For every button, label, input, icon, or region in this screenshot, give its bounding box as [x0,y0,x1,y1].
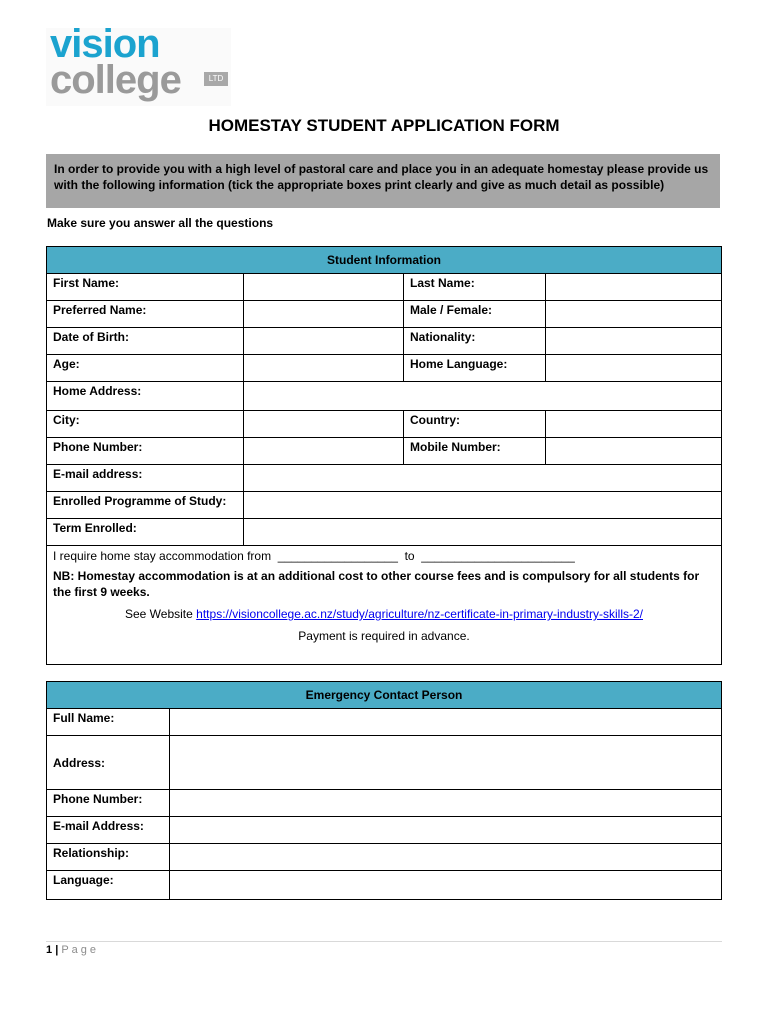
country-field[interactable] [546,411,722,438]
last-name-field[interactable] [546,274,722,301]
emergency-contact-header: Emergency Contact Person [47,682,722,709]
emergency-relationship-field[interactable] [170,844,722,871]
footer-separator: | [55,944,59,956]
date-of-birth-label: Date of Birth: [47,328,244,355]
emergency-language-field[interactable] [170,871,722,900]
last-name-label: Last Name: [404,274,546,301]
emergency-full-name-field[interactable] [170,709,722,736]
mobile-number-label: Mobile Number: [404,438,546,465]
form-title: HOMESTAY STUDENT APPLICATION FORM [208,116,560,135]
accommodation-request-line: I require home stay accommodation from __________________ to _______________________ [53,549,575,563]
preferred-name-label: Preferred Name: [47,301,244,328]
mobile-number-field[interactable] [546,438,722,465]
emergency-contact-table [46,681,722,900]
nationality-field[interactable] [546,328,722,355]
website-link[interactable]: https://visioncollege.ac.nz/study/agriculture/nz-certificate-in-primary-industry-skills-2/ [196,607,643,621]
payment-note: Payment is required in advance. [298,629,470,643]
emergency-relationship-label: Relationship: [47,844,170,871]
emergency-phone-field[interactable] [170,790,722,817]
emergency-address-field[interactable] [170,736,722,790]
email-field[interactable] [244,465,722,492]
emergency-email-field[interactable] [170,817,722,844]
nb-note: NB: Homestay accommodation is at an additional cost to other course fees and is compulsory for all students for the first 9 weeks. [53,569,700,599]
emergency-full-name-label: Full Name: [47,709,170,736]
page-footer [46,944,99,956]
preferred-name-field[interactable] [244,301,404,328]
student-information-header: Student Information [47,247,722,274]
logo-vision-text: vision [50,22,160,66]
gender-field[interactable] [546,301,722,328]
gender-label: Male / Female: [404,301,546,328]
home-language-field[interactable] [546,355,722,382]
emergency-address-label: Address: [47,736,170,790]
website-line: See Website https://visioncollege.ac.nz/study/agriculture/nz-certificate-in-primary-industry-skills-2/ [125,607,643,621]
first-name-field[interactable] [244,274,404,301]
to-date-blank[interactable]: _______________________ [421,549,575,563]
emergency-language-label: Language: [47,871,170,900]
accommodation-notes [47,546,722,665]
city-field[interactable] [244,411,404,438]
intro-box: In order to provide you with a high level of pastoral care and place you in an adequate homestay please provide us with the following information (tick the appropriate boxes print clearly and give as much detail as possible) [46,154,720,208]
term-enrolled-label: Term Enrolled: [47,519,244,546]
page-label: Page [61,944,100,956]
instruction-text: Make sure you answer all the questions [47,216,274,230]
date-of-birth-field[interactable] [244,328,404,355]
home-language-label: Home Language: [404,355,546,382]
student-information-table [46,246,722,665]
phone-number-label: Phone Number: [47,438,244,465]
term-enrolled-field[interactable] [244,519,722,546]
logo-ltd-badge: LTD [204,72,228,86]
logo-college-text: college [50,58,181,102]
home-address-field[interactable] [244,382,722,411]
nationality-label: Nationality: [404,328,546,355]
age-field[interactable] [244,355,404,382]
emergency-phone-label: Phone Number: [47,790,170,817]
email-label: E-mail address: [47,465,244,492]
page-number: 1 [46,944,53,956]
country-label: Country: [404,411,546,438]
footer-divider [46,941,722,942]
vision-college-logo [46,22,231,106]
first-name-label: First Name: [47,274,244,301]
home-address-label: Home Address: [47,382,244,411]
emergency-email-label: E-mail Address: [47,817,170,844]
programme-field[interactable] [244,492,722,519]
city-label: City: [47,411,244,438]
programme-label: Enrolled Programme of Study: [47,492,244,519]
from-date-blank[interactable]: __________________ [277,549,398,563]
age-label: Age: [47,355,244,382]
phone-number-field[interactable] [244,438,404,465]
